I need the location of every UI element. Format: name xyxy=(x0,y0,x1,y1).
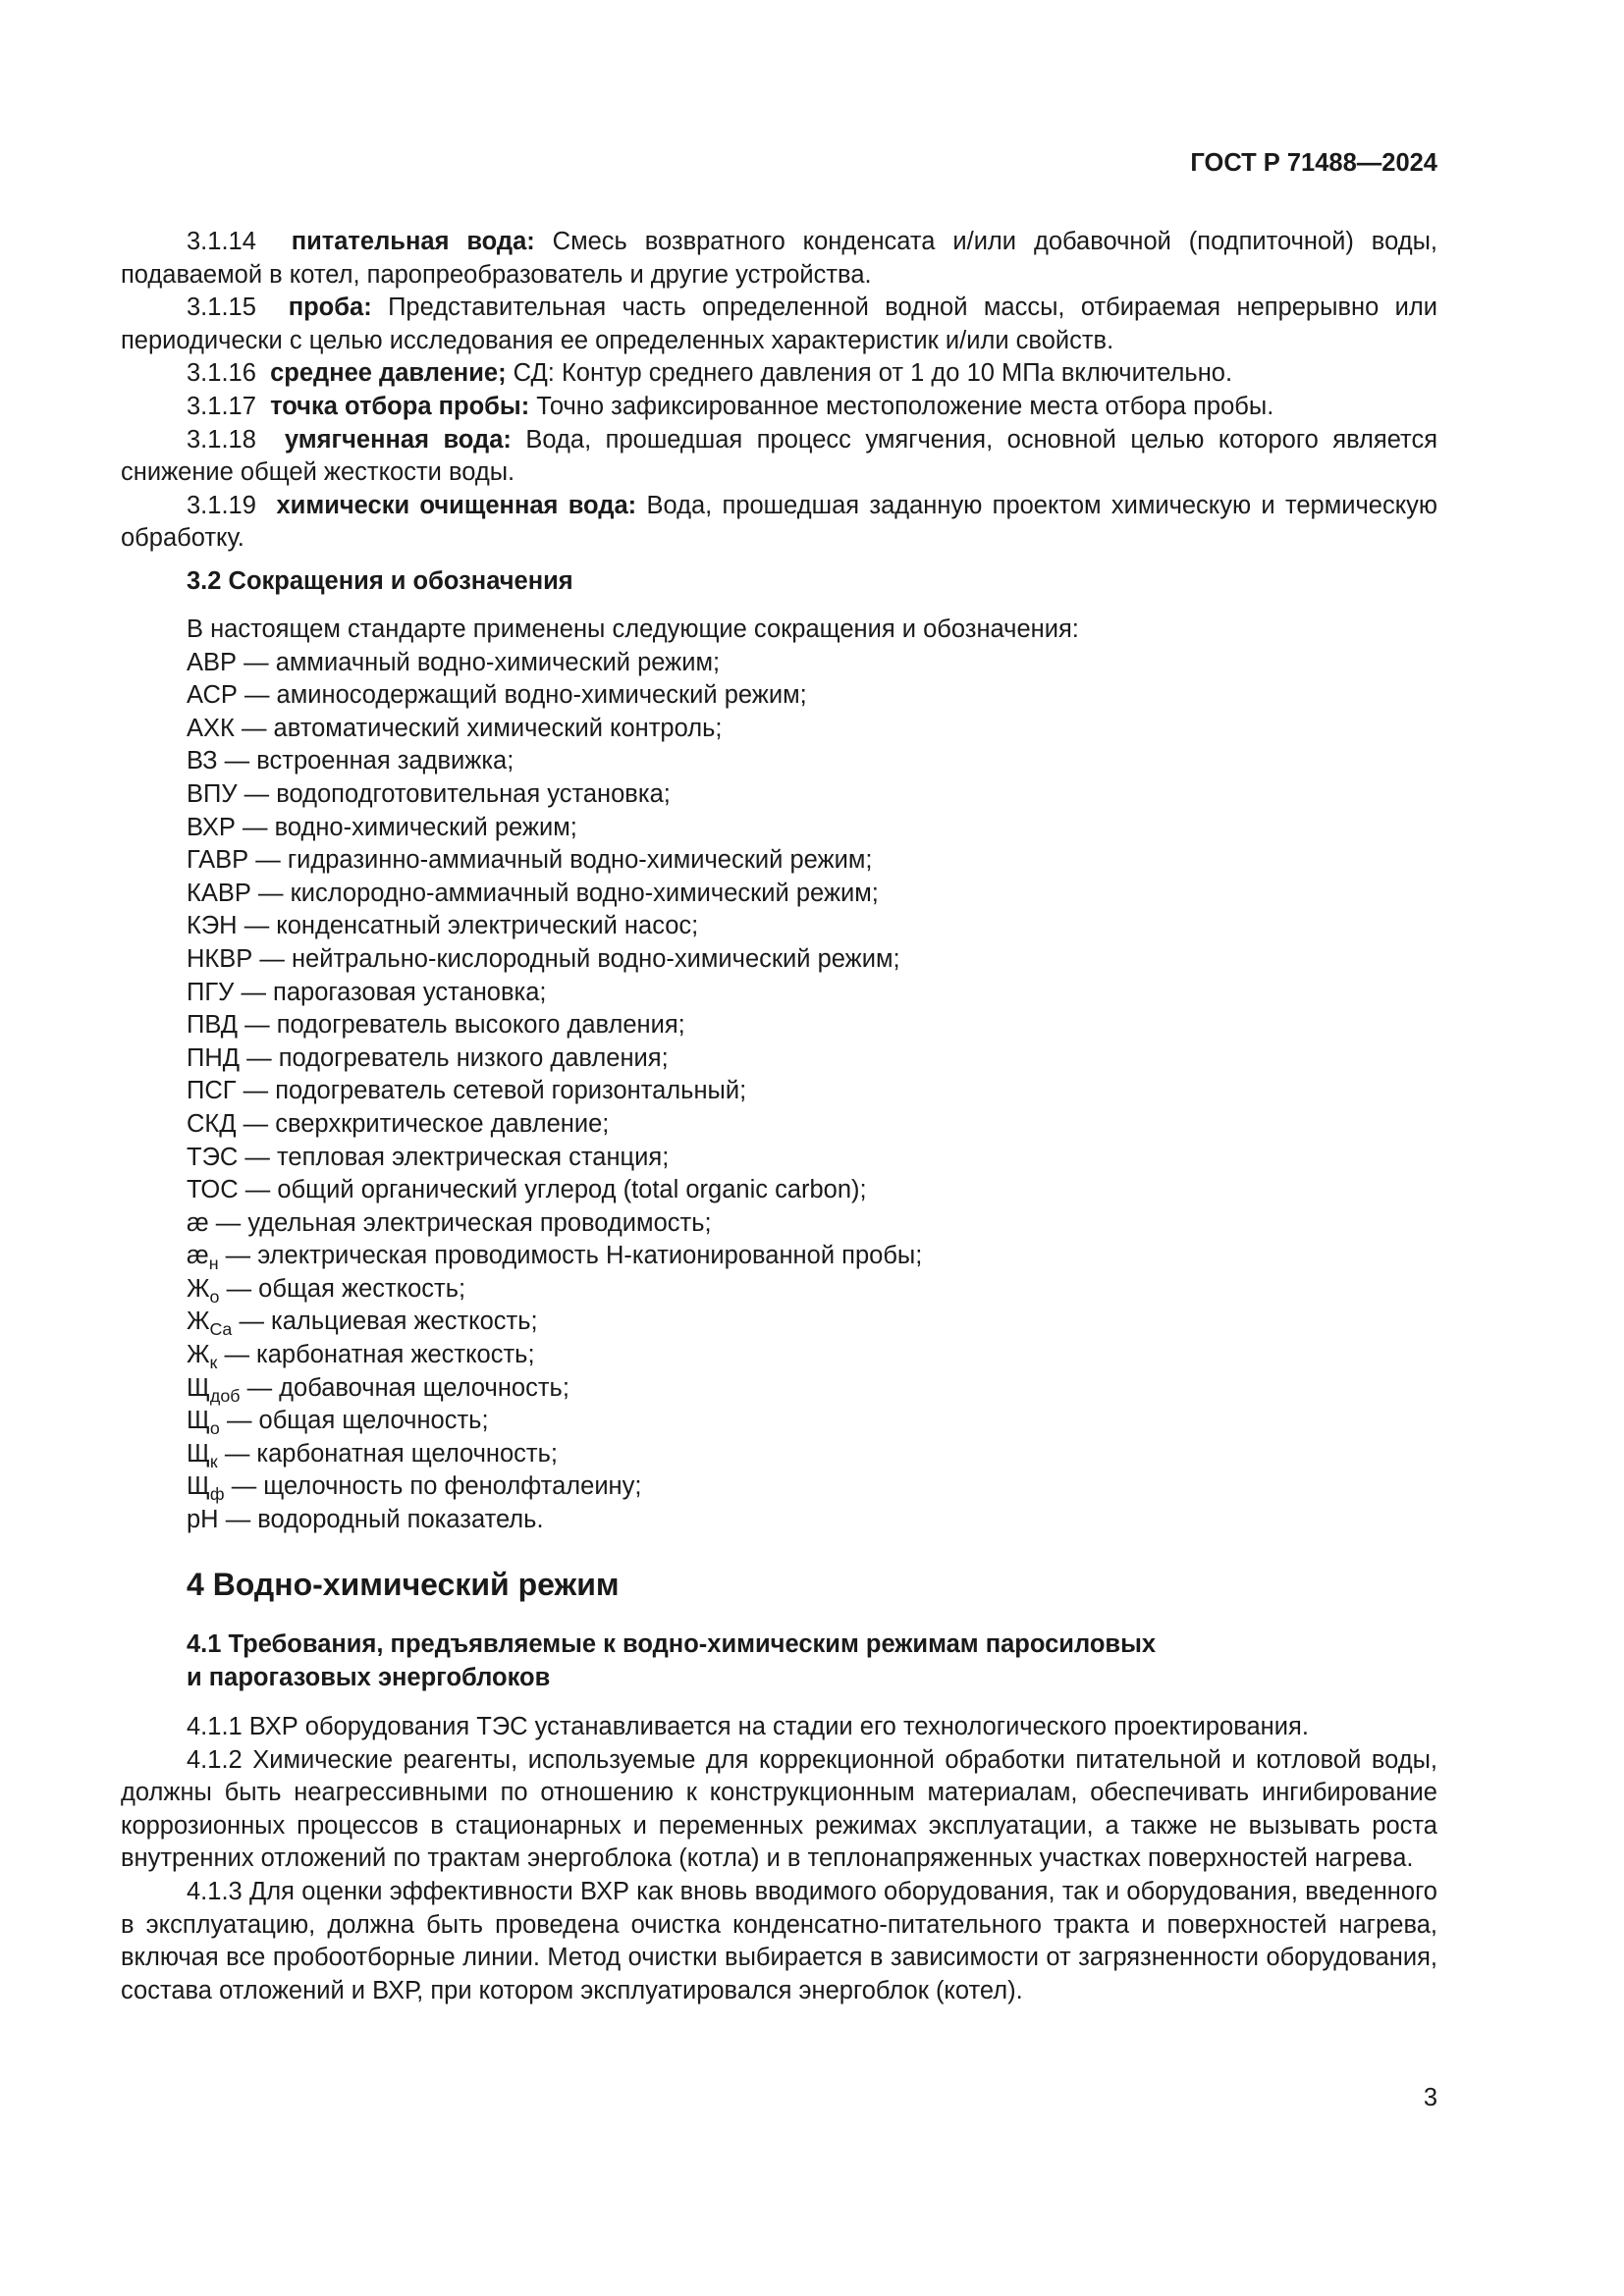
definition-term: питательная вода: xyxy=(291,228,535,255)
abbreviation-subscript: ф xyxy=(209,1484,225,1505)
abbreviation-item xyxy=(187,1207,1503,1241)
abbreviation-item xyxy=(187,1405,1503,1438)
abbreviation-description: — общий органический углерод (total organic carbon); xyxy=(244,1176,867,1204)
abbreviation-description: — тепловая электрическая станция; xyxy=(244,1143,670,1171)
abbreviation-item xyxy=(187,1142,1503,1175)
definition-number: 3.1.16 xyxy=(187,359,256,388)
abbreviation-description: — водно-химический режим; xyxy=(243,813,577,841)
abbreviation-description: — подогреватель высокого давления; xyxy=(244,1011,685,1040)
abbreviation-item xyxy=(187,679,1503,713)
abbreviation-description: — подогреватель низкого давления; xyxy=(246,1043,669,1072)
abbreviation: æ xyxy=(187,1242,209,1270)
abbreviation-item xyxy=(187,977,1503,1010)
definition-text: Точно зафиксированное местоположение места отбора пробы. xyxy=(536,392,1274,420)
definition-item xyxy=(121,292,1437,357)
abbreviation-subscript: н xyxy=(208,1254,219,1274)
abbreviation-description: — щелочность по фенолфталеину; xyxy=(231,1472,642,1501)
abbreviation-item xyxy=(187,943,1503,977)
abbreviation: Щ xyxy=(187,1439,210,1468)
abbreviation-item xyxy=(187,1306,1503,1339)
abbreviation-subscript: доб xyxy=(209,1385,241,1406)
abbreviation: КАВР xyxy=(187,879,251,907)
section-4-1-heading-line2: и парогазовых энергоблоков xyxy=(187,1663,551,1691)
abbreviation-item xyxy=(187,1438,1503,1471)
abbreviation: КЭН xyxy=(187,912,238,940)
abbreviation: АХК xyxy=(187,714,235,742)
section-3-2-heading: 3.2 Сокращения и обозначения xyxy=(187,567,573,595)
abbreviation-description: — карбонатная щелочность; xyxy=(224,1439,558,1468)
abbreviation-description: — кальциевая жесткость; xyxy=(239,1308,538,1336)
abbreviation: ПСГ xyxy=(187,1077,237,1105)
abbreviation-subscript: Ca xyxy=(209,1319,233,1340)
abbreviation: pH xyxy=(187,1506,219,1534)
abbreviation-description: — сверхкритическое давление; xyxy=(243,1109,610,1138)
definition-term: химически очищенная вода: xyxy=(276,491,637,519)
abbreviation-description: — водородный показатель. xyxy=(225,1506,544,1534)
abbreviation-item xyxy=(187,778,1503,812)
abbreviation-description: — общая жесткость; xyxy=(226,1274,466,1303)
definition-number: 3.1.18 xyxy=(187,425,256,454)
abbreviation: ТЭС xyxy=(187,1143,239,1171)
abbreviation: ПГУ xyxy=(187,978,235,1006)
definition-text: СД: Контур среднего давления от 1 до 10 МПа включительно. xyxy=(513,359,1233,388)
abbreviation-description: — парогазовая установка; xyxy=(241,978,547,1006)
abbreviation-item xyxy=(187,745,1503,778)
abbreviation-item xyxy=(187,1108,1503,1142)
abbreviation-description: — водоподготовительная установка; xyxy=(244,779,671,808)
abbreviation-item xyxy=(187,844,1503,878)
abbreviation-intro: В настоящем стандарте применены следующие сокращения и обозначения: xyxy=(187,615,1079,643)
abbreviation: Ж xyxy=(187,1341,210,1369)
abbreviation: СКД xyxy=(187,1109,237,1138)
abbreviation-description: — электрическая проводимость Н-катионированной пробы; xyxy=(225,1242,923,1270)
abbreviation-item xyxy=(187,1504,1503,1537)
paragraph-4-1-1: 4.1.1 ВХР оборудования ТЭС устанавливается на стадии его технологического проектирования. xyxy=(187,1713,1309,1740)
abbreviation: АСР xyxy=(187,681,238,710)
definition-number: 3.1.15 xyxy=(187,294,256,322)
section-4-1-body xyxy=(121,1711,1437,2007)
abbreviation-subscript: о xyxy=(209,1418,220,1439)
abbreviation: ТОС xyxy=(187,1176,239,1204)
abbreviation-item xyxy=(187,878,1503,911)
abbreviation-description: — нейтрально-кислородный водно-химический режим; xyxy=(259,944,900,973)
definition-term: проба: xyxy=(288,294,372,322)
abbreviation-description: — кислородно-аммиачный водно-химический режим; xyxy=(257,879,879,907)
definition-text: Представительная часть определенной водной массы, отбираемая непрерывно или периодически с целью исследования ее определенных характеристик и/или свойств. xyxy=(121,294,1438,354)
abbreviation-item xyxy=(187,812,1503,845)
abbreviation-subscript: о xyxy=(209,1286,220,1307)
abbreviation: ВХР xyxy=(187,813,236,841)
abbreviation-item xyxy=(187,713,1503,746)
abbreviation: æ xyxy=(187,1208,209,1237)
abbreviation-description: — подогреватель сетевой горизонтальный; xyxy=(243,1077,747,1105)
abbreviation-item xyxy=(187,1240,1503,1273)
abbreviation-item xyxy=(187,1174,1503,1207)
definition-item xyxy=(121,490,1437,556)
paragraph-4-1-2: 4.1.2 Химические реагенты, используемые для коррекционной обработки питательной и котловой воды, должны быть неагрессивными по отношению к конструкционным материалам, обеспечивать ингибирование коррозионных процессов в стационарных и переменных режимах эксплуатации, а также не вызывать роста внутренних отложений по трактам энергоблока (котла) и в теплонапряженных участках поверхностей нагрева. xyxy=(121,1745,1437,1873)
abbreviation-item xyxy=(187,1470,1503,1504)
abbreviation: ВЗ xyxy=(187,747,218,775)
abbreviation: ГАВР xyxy=(187,846,249,875)
section-4-1-heading-line1: 4.1 Требования, предъявляемые к водно-химическим режимам паросиловых xyxy=(187,1630,1157,1658)
abbreviation: Щ xyxy=(187,1472,210,1501)
abbreviation-description: — автоматический химический контроль; xyxy=(241,714,723,742)
definition-number: 3.1.17 xyxy=(187,392,256,420)
abbreviation-description: — встроенная задвижка; xyxy=(224,747,514,775)
abbreviation: Щ xyxy=(187,1407,210,1435)
definition-number: 3.1.14 xyxy=(187,228,256,255)
definition-item xyxy=(121,424,1437,490)
abbreviation-description: — карбонатная жесткость; xyxy=(224,1341,535,1369)
document-code: ГОСТ Р 71488—2024 xyxy=(1190,149,1437,177)
definition-text: Смесь возвратного конденсата и/или добавочной (подпиточной) воды, подаваемой в котел, паропреобразователь и другие устройства. xyxy=(121,228,1437,289)
definitions-3-1 xyxy=(121,226,1437,556)
definition-term: умягченная вода: xyxy=(284,425,512,454)
abbreviation-item xyxy=(187,1042,1503,1076)
abbreviation: ВПУ xyxy=(187,779,238,808)
definition-term: среднее давление; xyxy=(270,359,507,388)
abbreviation-item xyxy=(187,910,1503,943)
abbreviation: Щ xyxy=(187,1373,210,1402)
abbreviation-item xyxy=(187,1009,1503,1042)
abbreviation-description: — гидразинно-аммиачный водно-химический режим; xyxy=(255,846,873,875)
abbreviation-item xyxy=(187,647,1503,680)
abbreviation-subscript: к xyxy=(209,1451,218,1471)
abbreviation: АВР xyxy=(187,648,238,676)
abbreviation-item xyxy=(187,1339,1503,1372)
page-number: 3 xyxy=(1423,2084,1437,2111)
definition-item xyxy=(121,226,1437,292)
abbreviation-item xyxy=(187,1273,1503,1307)
abbreviation-description: — общая щелочность; xyxy=(226,1407,489,1435)
section-4-heading: 4 Водно-химический режим xyxy=(187,1567,620,1602)
abbreviation-item xyxy=(187,1372,1503,1406)
abbreviation: ПВД xyxy=(187,1011,239,1040)
definition-item xyxy=(121,357,1437,391)
abbreviation: ПНД xyxy=(187,1043,241,1072)
definition-number: 3.1.19 xyxy=(187,491,256,519)
abbreviation-description: — аминосодержащий водно-химический режим; xyxy=(244,681,807,710)
abbreviation-description: — добавочная щелочность; xyxy=(246,1373,569,1402)
abbreviation-list xyxy=(187,614,1503,1537)
abbreviation: НКВР xyxy=(187,944,253,973)
abbreviation-description: — конденсатный электрический насос; xyxy=(244,912,699,940)
paragraph-4-1-3: 4.1.3 Для оценки эффективности ВХР как вновь вводимого оборудования, так и оборудования, введенного в эксплуатацию, должна быть проведена очистка конденсатно-питательного тракта и поверхностей нагрева, включая все пробоотборные линии. Метод очистки выбирается в зависимости от загрязненности оборудования, состава отложений и ВХР, при котором эксплуатировался энергоблок (котел). xyxy=(121,1877,1437,2004)
abbreviation-item xyxy=(187,1075,1503,1108)
abbreviation-subscript: к xyxy=(209,1353,218,1373)
definition-item xyxy=(121,391,1437,424)
abbreviation-description: — аммиачный водно-химический режим; xyxy=(244,648,721,676)
section-4-1-heading xyxy=(187,1629,1503,1694)
abbreviation: Ж xyxy=(187,1274,210,1303)
definition-text: Вода, прошедшая процесс умягчения, основной целью которого является снижение общей жесткости воды. xyxy=(121,425,1437,487)
abbreviation: Ж xyxy=(187,1308,210,1336)
definition-term: точка отбора пробы: xyxy=(270,392,530,420)
abbreviation-description: — удельная электрическая проводимость; xyxy=(215,1208,712,1237)
definition-text: Вода, прошедшая заданную проектом химическую и термическую обработку. xyxy=(121,491,1438,553)
